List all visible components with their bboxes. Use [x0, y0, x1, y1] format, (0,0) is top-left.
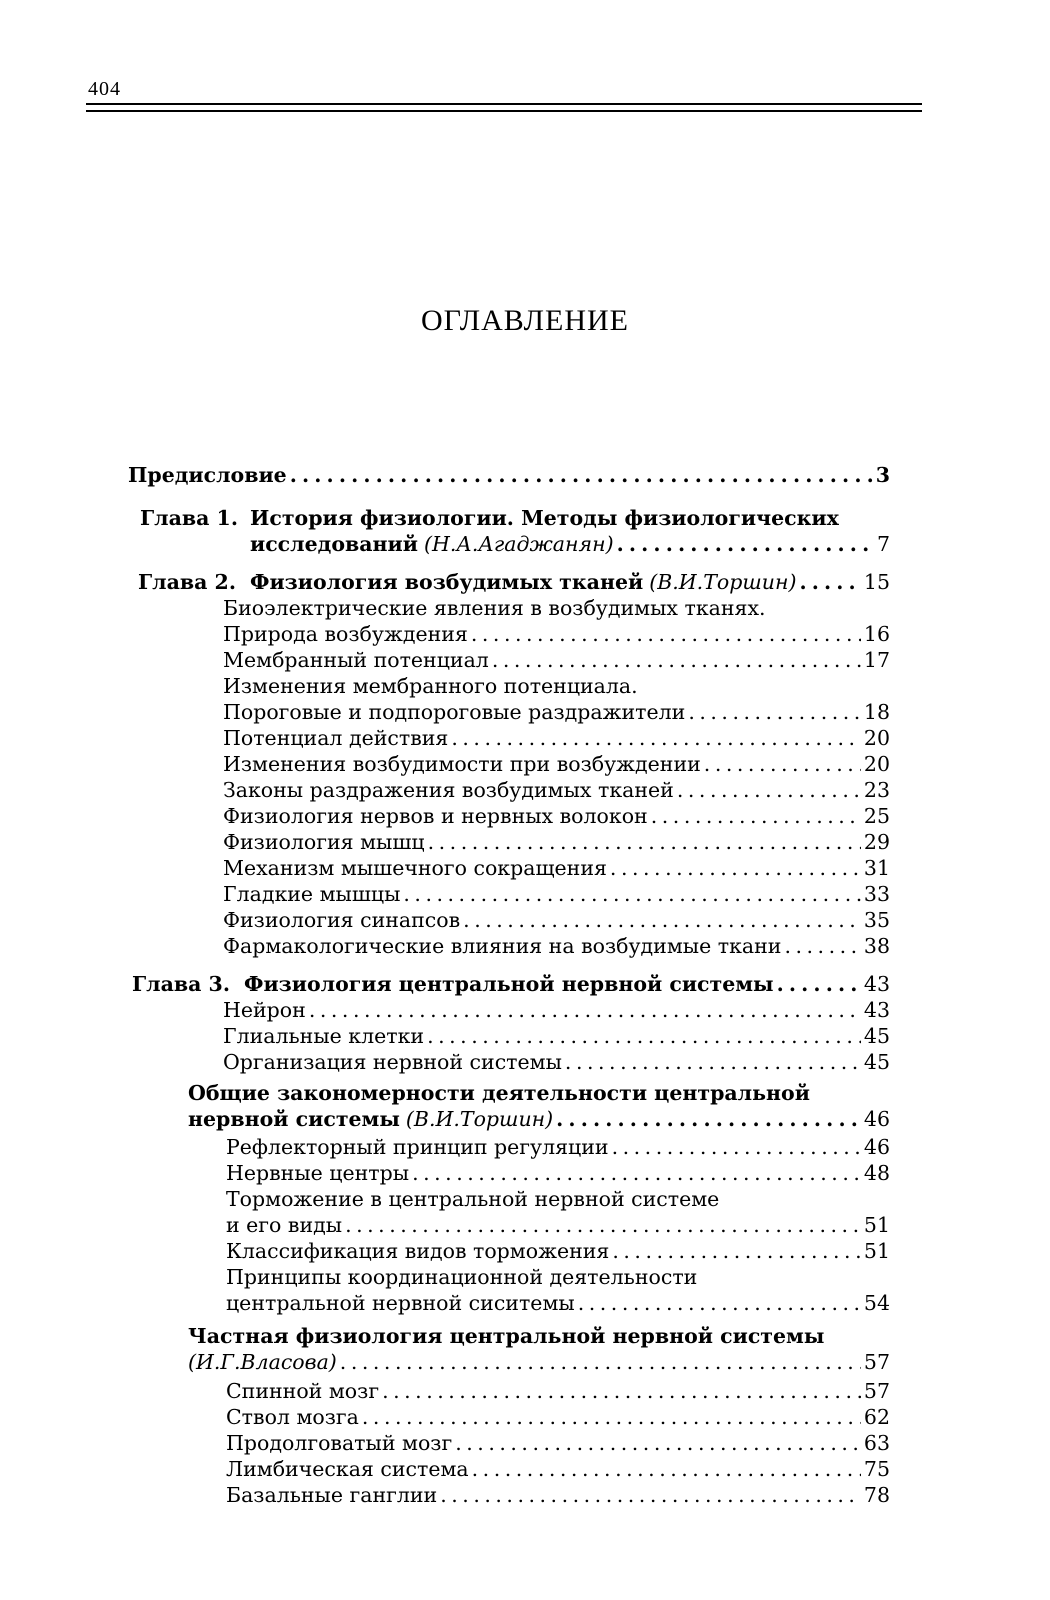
toc-entry-text: Классификация видов торможения — [226, 1239, 610, 1263]
toc-entry-text: Общие закономерности деятельности центральной — [188, 1081, 810, 1105]
toc-entry-text: История физиологии. Методы физиологических — [250, 506, 839, 530]
toc-entry[interactable] — [223, 997, 890, 1023]
toc-page-number: 63 — [863, 1431, 890, 1455]
toc-entry-text: Ствол мозга — [226, 1405, 359, 1429]
toc-entry-text: Принципы координационной деятельности — [226, 1265, 698, 1289]
leader-dots — [617, 531, 874, 557]
toc-entry-text: Физиология мышц — [223, 830, 425, 854]
toc-page-number: 75 — [863, 1457, 890, 1481]
toc-entry-text: Глиальные клетки — [223, 1024, 425, 1048]
toc-page-number: 15 — [863, 570, 890, 594]
toc-entry[interactable] — [223, 725, 890, 751]
toc-entry-text: и его виды — [226, 1213, 343, 1237]
toc-entry-text: Мембранный потенциал — [223, 648, 489, 672]
leader-dots — [651, 803, 861, 829]
toc-page-number: 20 — [863, 726, 890, 750]
toc-entry[interactable] — [223, 907, 890, 933]
author-name: (Н.А.Агаджанян) — [423, 532, 614, 556]
section-1-title-line2[interactable] — [188, 1106, 890, 1132]
toc-entry-text: Частная физиология центральной нервной системы — [188, 1324, 825, 1348]
leader-dots — [382, 1378, 861, 1404]
toc-entry-text: Физиология возбудимых тканей — [250, 570, 644, 594]
toc-entry-text: Рефлекторный принцип регуляции — [226, 1135, 609, 1159]
toc-entry[interactable] — [226, 1456, 890, 1482]
chapter-1-label: Глава 1. — [140, 506, 238, 530]
leader-dots — [784, 933, 860, 959]
toc-page-number: 48 — [863, 1161, 890, 1185]
toc-entry-text: Гладкие мышцы — [223, 882, 401, 906]
chapter-3-label: Глава 3. — [132, 972, 230, 996]
toc-entry[interactable] — [226, 1160, 890, 1186]
toc-entry-text: Предисловие — [128, 463, 287, 487]
toc-entry[interactable] — [223, 621, 890, 647]
toc-page-number: 25 — [863, 804, 890, 828]
toc-entry[interactable] — [223, 699, 890, 725]
section-2-title[interactable] — [188, 1323, 890, 1349]
toc-page-number: 23 — [863, 778, 890, 802]
toc-entry[interactable] — [226, 1404, 890, 1430]
toc-entry-text: Физиология синапсов — [223, 908, 461, 932]
toc-page-number: 54 — [863, 1291, 890, 1315]
toc-entry[interactable] — [226, 1378, 890, 1404]
toc-entry-text: Физиология центральной нервной системы — [244, 972, 774, 996]
toc-page-number: 51 — [863, 1239, 890, 1263]
toc-page-number: 35 — [863, 908, 890, 932]
toc-entry[interactable] — [223, 751, 890, 777]
leader-dots — [612, 1238, 861, 1264]
toc-page-number: 43 — [863, 998, 890, 1022]
leader-dots — [309, 997, 861, 1023]
leader-dots — [688, 699, 861, 725]
toc-entry[interactable] — [226, 1134, 890, 1160]
toc-entry[interactable] — [226, 1212, 890, 1238]
leader-dots — [290, 462, 873, 488]
leader-dots — [799, 569, 860, 595]
toc-entry[interactable] — [226, 1238, 890, 1264]
toc-entry-text: Механизм мышечного сокращения — [223, 856, 607, 880]
page-title: ОГЛАВЛЕНИЕ — [421, 304, 629, 337]
leader-dots — [777, 971, 861, 997]
toc-entry-text: Потенциал действия — [223, 726, 449, 750]
toc-entry[interactable] — [223, 829, 890, 855]
toc-page-number: 46 — [863, 1107, 890, 1131]
toc-entry[interactable] — [223, 595, 890, 621]
leader-dots — [428, 829, 861, 855]
toc-entry-text: Базальные ганглии — [226, 1483, 438, 1507]
page-number: 404 — [88, 78, 121, 100]
leader-dots — [471, 621, 861, 647]
toc-entry-text: Биоэлектрические явления в возбудимых тканях. — [223, 596, 766, 620]
chapter-2-title[interactable] — [250, 569, 890, 595]
leader-dots — [451, 725, 861, 751]
toc-entry-text: нервной системы — [188, 1107, 400, 1131]
leader-dots — [578, 1290, 861, 1316]
toc-entry-text: исследований — [250, 532, 418, 556]
leader-dots — [345, 1212, 861, 1238]
chapter-3-title[interactable] — [244, 971, 890, 997]
toc-entry-text: Изменения возбудимости при возбуждении — [223, 752, 701, 776]
leader-dots — [440, 1482, 861, 1508]
toc-entry-text: Физиология нервов и нервных волокон — [223, 804, 648, 828]
toc-page-number: 46 — [863, 1135, 890, 1159]
toc-page-number: 45 — [863, 1024, 890, 1048]
leader-dots — [612, 1134, 861, 1160]
toc-entry[interactable] — [223, 881, 890, 907]
toc-page-number: 31 — [863, 856, 890, 880]
toc-page-number: 43 — [863, 972, 890, 996]
toc-entry-text: Спинной мозг — [226, 1379, 380, 1403]
leader-dots — [362, 1404, 861, 1430]
toc-page-number: 20 — [863, 752, 890, 776]
leader-dots — [677, 777, 861, 803]
toc-entry-text: Лимбическая система — [226, 1457, 469, 1481]
chapter-1-title-line1[interactable] — [250, 505, 890, 531]
toc-page-number: 57 — [863, 1350, 890, 1374]
toc-entry[interactable] — [226, 1264, 890, 1290]
toc-entry-text: Продолговатый мозг — [226, 1431, 453, 1455]
leader-dots — [704, 751, 861, 777]
toc-entry-text: центральной нервной сиситемы — [226, 1291, 575, 1315]
leader-dots — [463, 907, 861, 933]
toc-entry[interactable] — [226, 1482, 890, 1508]
toc-page-number: 16 — [863, 622, 890, 646]
leader-dots — [492, 647, 861, 673]
toc-entry-preface[interactable] — [128, 462, 890, 488]
toc-entry-text: Изменения мембранного потенциала. — [223, 674, 638, 698]
toc-entry[interactable] — [223, 777, 890, 803]
leader-dots — [412, 1160, 861, 1186]
toc-entry[interactable] — [223, 647, 890, 673]
toc-page-number: 78 — [863, 1483, 890, 1507]
toc-page-number: 3 — [875, 463, 890, 487]
leader-dots — [472, 1456, 861, 1482]
leader-dots — [556, 1106, 861, 1132]
toc-entry-text: Нервные центры — [226, 1161, 410, 1185]
toc-entry-text: Торможение в центральной нервной системе — [226, 1187, 720, 1211]
chapter-1-title-line2[interactable] — [250, 531, 890, 557]
toc-entry[interactable] — [223, 933, 890, 959]
toc-page-number: 62 — [863, 1405, 890, 1429]
toc-page-number: 45 — [863, 1050, 890, 1074]
toc-entry-text: Законы раздражения возбудимых тканей — [223, 778, 674, 802]
toc-page-number: 7 — [876, 532, 890, 556]
section-1-title-line1[interactable] — [188, 1080, 890, 1106]
toc-entry-text: Природа возбуждения — [223, 622, 468, 646]
leader-dots — [610, 855, 861, 881]
toc-entry[interactable] — [223, 673, 890, 699]
toc-page-number: 18 — [863, 700, 890, 724]
toc-entry[interactable] — [223, 855, 890, 881]
toc-page-number: 33 — [863, 882, 890, 906]
toc-entry[interactable] — [226, 1430, 890, 1456]
toc-entry-text: Организация нервной системы — [223, 1050, 562, 1074]
section-2-author-line[interactable] — [188, 1349, 890, 1375]
toc-page-number: 29 — [863, 830, 890, 854]
leader-dots — [340, 1349, 861, 1375]
toc-entry[interactable] — [226, 1290, 890, 1316]
leader-dots — [427, 1023, 861, 1049]
author-name: (В.И.Торшин) — [405, 1107, 554, 1131]
toc-page-number: 38 — [863, 934, 890, 958]
leader-dots — [403, 881, 861, 907]
chapter-2-label: Глава 2. — [138, 570, 236, 594]
toc-page-number: 51 — [863, 1213, 890, 1237]
author-name: (В.И.Торшин) — [649, 570, 797, 594]
toc-entry[interactable] — [223, 1049, 890, 1075]
leader-dots — [455, 1430, 861, 1456]
toc-entry[interactable] — [226, 1186, 890, 1212]
toc-page-number: 57 — [863, 1379, 890, 1403]
toc-entry-text: Нейрон — [223, 998, 306, 1022]
toc-entry[interactable] — [223, 1023, 890, 1049]
toc-entry-text: Пороговые и подпороговые раздражители — [223, 700, 686, 724]
toc-entry-text: Фармакологические влияния на возбудимые ткани — [223, 934, 782, 958]
toc-entry[interactable] — [223, 803, 890, 829]
author-name: (И.Г.Власова) — [188, 1350, 337, 1374]
leader-dots — [565, 1049, 861, 1075]
toc-page-number: 17 — [863, 648, 890, 672]
